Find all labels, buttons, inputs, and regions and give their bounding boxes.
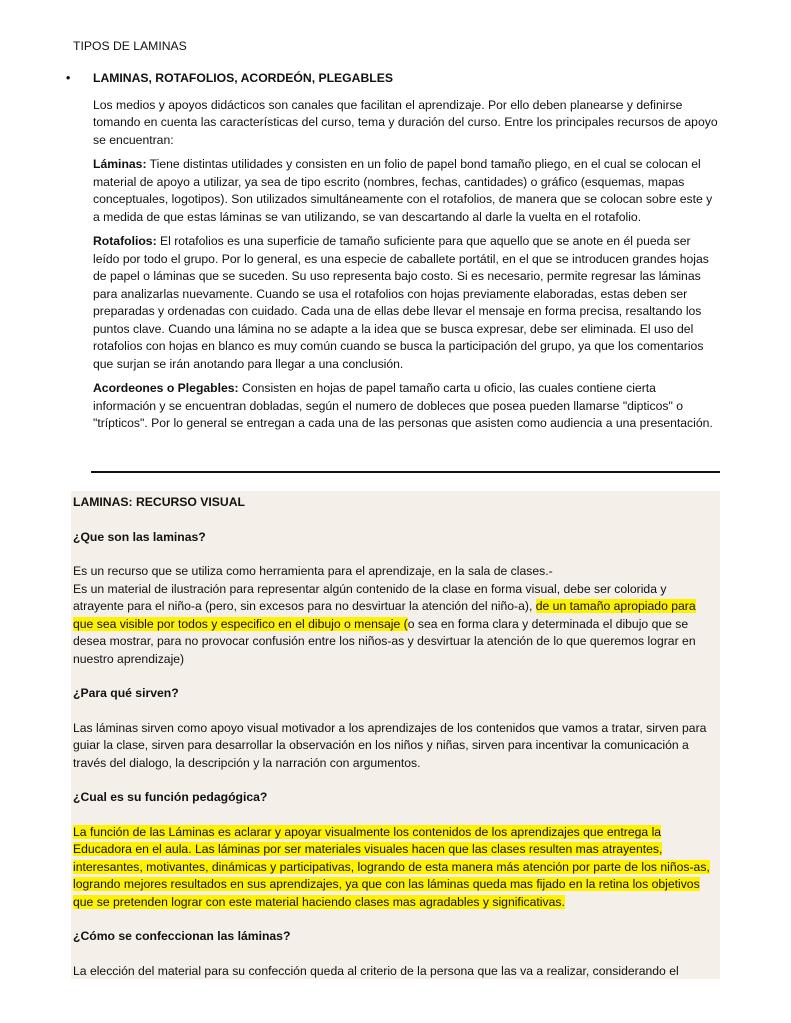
answer-que-son <box>73 563 718 668</box>
acordeones-paragraph <box>93 380 718 433</box>
question-como: ¿Cómo se confeccionan las láminas? <box>73 929 291 943</box>
answer-funcion <box>73 824 718 912</box>
document-title: TIPOS DE LAMINAS <box>73 39 187 53</box>
laminas-paragraph <box>93 156 718 226</box>
answer-que-son-highlight: de un tamaño apropiado para que sea visible por todos y especifico en el dibujo o mensaje ( <box>73 599 696 631</box>
answer-que-son-part1: Es un material de ilustración para representar algún contenido de la clase en forma visual, debe ser colorida y atrayente para el niño-a (pero, sin excesos para no desvirtuar la atención del niño-a), <box>73 581 667 613</box>
bullet-icon: • <box>66 71 71 85</box>
answer-que-son-line1: Es un recurso que se utiliza como herramienta para el aprendizaje, en la sala de clases.- <box>73 564 553 578</box>
question-para-que: ¿Para qué sirven? <box>73 686 179 700</box>
acordeones-label: Acordeones o Plegables: <box>93 381 239 395</box>
recurso-heading: LAMINAS: RECURSO VISUAL <box>73 495 245 509</box>
recurso-visual-section <box>71 491 720 979</box>
rotafolios-paragraph <box>93 233 718 373</box>
acordeones-text: Consisten en hojas de papel tamaño carta u oficio, las cuales contiene cierta información y se encuentran dobladas, según el numero de dobleces que posea pueden llamarse "dipticos" o "trípticos". Por lo general se entregan a cada una de las personas que asisten como audiencia a una presentación. <box>93 381 713 430</box>
question-funcion: ¿Cual es su función pedagógica? <box>73 790 268 804</box>
horizontal-divider <box>91 471 720 473</box>
answer-que-son-part2: o sea en forma clara y determinada el dibujo que se desea mostrar, para no provocar confusión entre los niños-as y desvirtuar la atención de lo que queremos lograr en nuestro aprendizaje) <box>73 616 696 666</box>
rotafolios-text: El rotafolios es una superficie de tamaño suficiente para que aquello que se anote en él pueda ser leído por todo el grupo. Por lo general, es una especie de caballete portátil, en el que se introducen grandes hojas de papel o láminas que se suceden. Su uso representa bajo costo. Si es necesario, permite regresar las láminas para analizarlas nuevamente. Cuando se usa el rotafolios con hojas previamente elaboradas, estas deben ser preparadas y ordenadas con cuidado. Cada una de ellas debe llevar el mensaje en forma precisa, resaltando los puntos clave. Cuando una lámina no se adapte a la idea que se busca expresar, debe ser eliminada. El uso del rotafolios con hojas en blanco es muy común cuando se busca la participación del grupo, ya que los comentarios que surjan se irán anotando para llegar a una conclusión. <box>93 234 709 371</box>
bullet-heading-text: LAMINAS, ROTAFOLIOS, ACORDEÓN, PLEGABLES <box>93 71 393 85</box>
bullet-heading <box>66 70 723 88</box>
answer-para-que: Las láminas sirven como apoyo visual motivador a los aprendizajes de los contenidos que vamos a tratar, sirven para guiar la clase, sirven para desarrollar la observación en los niños y niñas, sirven para incentivar la comunicación a través del dialogo, la descripción y la narración con argumentos. <box>73 720 707 770</box>
answer-funcion-highlight: La función de las Láminas es aclarar y apoyar visualmente los contenidos de los aprendizajes que entrega la Educadora en el aula. Las láminas por ser materiales visuales hacen que las clases resulten mas atrayentes, interesantes, motivantes, dinámicas y participativas, logrando de esta manera más atención por parte de los niños-as, logrando mejores resultados en sus aprendizajes, ya que con las láminas queda mas fijado en la retina los objetivos que se pretenden lograr con este material haciendo clases mas agradables y significativas. <box>73 824 710 909</box>
laminas-text: Tiene distintas utilidades y consisten en un folio de papel bond tamaño pliego, en el cual se colocan el material de apoyo a utilizar, ya sea de tipo escrito (nombres, fechas, cantidades) o gráfico (esquemas, mapas conceptuales, logotipos). Son utilizados simultáneamente con el rotafolios, de manera que se colocan sobre este y a medida de que estas láminas se van utilizando, se van descartando al darle la vuelta en el rotafolio. <box>93 157 713 224</box>
question-que-son: ¿Que son las laminas? <box>73 529 206 544</box>
rotafolios-label: Rotafolios: <box>93 234 157 248</box>
laminas-label: Láminas: <box>93 157 147 171</box>
intro-paragraph: Los medios y apoyos didácticos son canales que facilitan el aprendizaje. Por ello deben planearse y definirse tomando en cuenta las características del curso, tema y duración del curso. Entre los principales recursos de apoyo se encuentran: <box>93 97 718 147</box>
bullet-section <box>66 70 723 440</box>
answer-como: La elección del material para su confección queda al criterio de la persona que las va a realizar, considerando el <box>73 963 679 978</box>
